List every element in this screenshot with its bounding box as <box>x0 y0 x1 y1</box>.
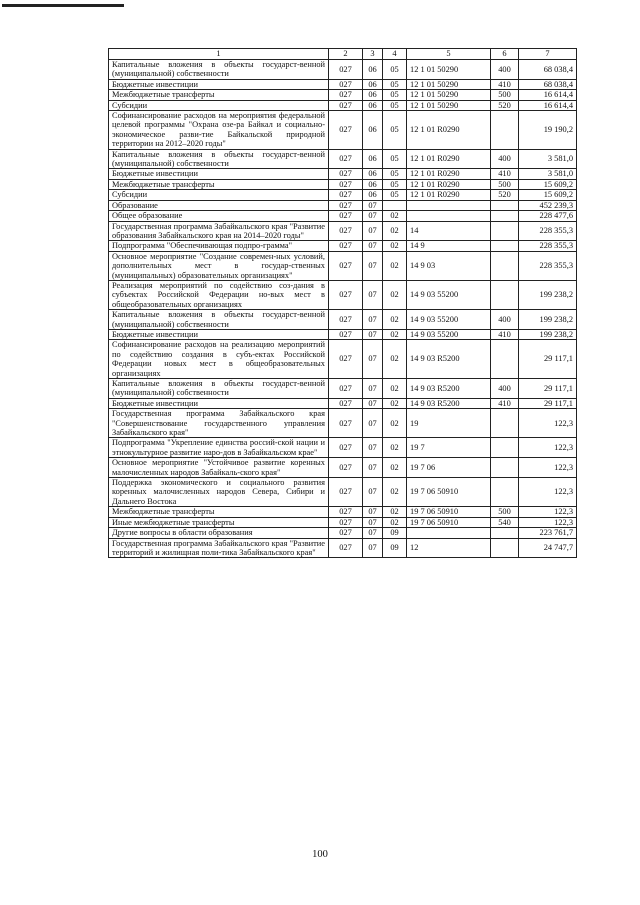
budget-table <box>108 48 577 558</box>
row-name: Общее образование <box>109 211 329 221</box>
row-grbs-code: 027 <box>329 79 363 89</box>
row-grbs-code: 027 <box>329 409 363 438</box>
table-row <box>109 190 577 200</box>
table-row <box>109 149 577 169</box>
row-expense-type: 400 <box>491 60 519 80</box>
row-target-article: 12 1 01 50290 <box>407 100 491 110</box>
row-expense-type <box>491 528 519 538</box>
table-row <box>109 329 577 339</box>
row-grbs-code: 027 <box>329 528 363 538</box>
row-subsection-code: 05 <box>383 60 407 80</box>
row-subsection-code: 05 <box>383 179 407 189</box>
table-row <box>109 409 577 438</box>
row-name: Основное мероприятие "Создание современ-ных условий, дополнительных мест в государ-ственных (муниципальных) образовательных организациях" <box>109 251 329 280</box>
row-target-article: 14 <box>407 221 491 241</box>
row-name: Иные межбюджетные трансферты <box>109 517 329 527</box>
row-amount: 228 355,3 <box>519 221 577 241</box>
row-grbs-code: 027 <box>329 179 363 189</box>
row-target-article <box>407 528 491 538</box>
row-subsection-code: 05 <box>383 111 407 150</box>
table-row <box>109 438 577 458</box>
row-expense-type: 500 <box>491 179 519 189</box>
row-expense-type <box>491 111 519 150</box>
row-subsection-code: 02 <box>383 458 407 478</box>
row-amount: 3 581,0 <box>519 149 577 169</box>
header-col-1: 1 <box>109 49 329 60</box>
row-section-code: 07 <box>363 528 383 538</box>
row-subsection-code: 02 <box>383 340 407 379</box>
row-subsection-code: 02 <box>383 398 407 408</box>
header-col-3: 3 <box>363 49 383 60</box>
table-row <box>109 211 577 221</box>
table-row <box>109 528 577 538</box>
row-grbs-code: 027 <box>329 221 363 241</box>
header-col-7: 7 <box>519 49 577 60</box>
table-body <box>109 60 577 558</box>
row-subsection-code: 05 <box>383 149 407 169</box>
row-amount: 228 355,3 <box>519 251 577 280</box>
row-name: Межбюджетные трансферты <box>109 179 329 189</box>
row-name: Межбюджетные трансферты <box>109 90 329 100</box>
row-grbs-code: 027 <box>329 438 363 458</box>
row-amount: 122,3 <box>519 517 577 527</box>
row-grbs-code: 027 <box>329 517 363 527</box>
row-target-article: 12 1 01 50290 <box>407 60 491 80</box>
row-section-code: 07 <box>363 379 383 399</box>
row-target-article: 12 1 01 R0290 <box>407 169 491 179</box>
table-row <box>109 251 577 280</box>
row-expense-type <box>491 200 519 210</box>
row-target-article: 19 <box>407 409 491 438</box>
row-section-code: 07 <box>363 438 383 458</box>
row-section-code: 06 <box>363 149 383 169</box>
row-grbs-code: 027 <box>329 507 363 517</box>
row-target-article: 14 9 03 R5200 <box>407 398 491 408</box>
page-number: 100 <box>312 849 328 860</box>
row-grbs-code: 027 <box>329 329 363 339</box>
row-subsection-code: 05 <box>383 169 407 179</box>
row-section-code: 07 <box>363 458 383 478</box>
row-amount: 122,3 <box>519 438 577 458</box>
row-subsection-code: 02 <box>383 241 407 251</box>
row-section-code: 07 <box>363 478 383 507</box>
row-subsection-code: 02 <box>383 251 407 280</box>
row-name: Софинансирование расходов на реализацию мероприятий по содействию создания в субъ-ектах Российской Федерации новых мест в общеобразовательных организациях <box>109 340 329 379</box>
row-section-code: 07 <box>363 538 383 558</box>
row-amount: 228 355,3 <box>519 241 577 251</box>
row-amount: 199 238,2 <box>519 310 577 330</box>
row-amount: 15 609,2 <box>519 190 577 200</box>
row-section-code: 07 <box>363 329 383 339</box>
row-expense-type <box>491 211 519 221</box>
row-name: Государственная программа Забайкальского края "Развитие образования Забайкальского края на 2014–2020 годы" <box>109 221 329 241</box>
row-target-article: 14 9 03 R5200 <box>407 340 491 379</box>
row-target-article: 12 1 01 R0290 <box>407 179 491 189</box>
row-expense-type: 520 <box>491 100 519 110</box>
row-expense-type <box>491 251 519 280</box>
table-row <box>109 310 577 330</box>
document-page <box>108 48 576 558</box>
row-name: Капитальные вложения в объекты государст-венной (муниципальной) собственности <box>109 310 329 330</box>
row-subsection-code: 02 <box>383 329 407 339</box>
row-section-code: 07 <box>363 221 383 241</box>
row-target-article <box>407 211 491 221</box>
table-row <box>109 179 577 189</box>
table-row <box>109 241 577 251</box>
row-target-article: 19 7 06 50910 <box>407 507 491 517</box>
row-subsection-code: 09 <box>383 538 407 558</box>
row-subsection-code <box>383 200 407 210</box>
table-row <box>109 478 577 507</box>
row-grbs-code: 027 <box>329 340 363 379</box>
row-amount: 199 238,2 <box>519 329 577 339</box>
table-row <box>109 79 577 89</box>
row-subsection-code: 05 <box>383 100 407 110</box>
row-name: Поддержка экономического и социального развития коренных малочисленных народов Севера, Сибири и Дальнего Востока <box>109 478 329 507</box>
row-name: Государственная программа Забайкальского края "Развитие территорий и жилищная поли-тика Забайкальского края" <box>109 538 329 558</box>
row-expense-type: 410 <box>491 169 519 179</box>
row-section-code: 07 <box>363 310 383 330</box>
row-amount: 24 747,7 <box>519 538 577 558</box>
table-row <box>109 507 577 517</box>
table-row <box>109 340 577 379</box>
row-grbs-code: 027 <box>329 478 363 507</box>
row-section-code: 07 <box>363 398 383 408</box>
row-name: Капитальные вложения в объекты государст-венной (муниципальной) собственности <box>109 379 329 399</box>
row-amount: 223 761,7 <box>519 528 577 538</box>
row-subsection-code: 02 <box>383 211 407 221</box>
row-section-code: 06 <box>363 179 383 189</box>
row-grbs-code: 027 <box>329 111 363 150</box>
row-expense-type <box>491 438 519 458</box>
row-subsection-code: 02 <box>383 517 407 527</box>
row-amount: 15 609,2 <box>519 179 577 189</box>
row-target-article: 19 7 06 50910 <box>407 478 491 507</box>
table-row <box>109 517 577 527</box>
row-grbs-code: 027 <box>329 538 363 558</box>
row-grbs-code: 027 <box>329 280 363 309</box>
row-expense-type <box>491 538 519 558</box>
row-subsection-code: 02 <box>383 438 407 458</box>
row-amount: 16 614,4 <box>519 90 577 100</box>
row-expense-type: 410 <box>491 79 519 89</box>
top-rule-line <box>2 4 124 7</box>
row-target-article: 12 1 01 50290 <box>407 79 491 89</box>
row-amount: 68 038,4 <box>519 79 577 89</box>
table-row <box>109 538 577 558</box>
row-expense-type: 400 <box>491 379 519 399</box>
row-grbs-code: 027 <box>329 310 363 330</box>
row-expense-type <box>491 280 519 309</box>
row-section-code: 07 <box>363 517 383 527</box>
row-expense-type <box>491 241 519 251</box>
row-amount: 29 117,1 <box>519 398 577 408</box>
row-name: Софинансирование расходов на мероприятия федеральной целевой программы "Охрана озе-ра Байкал и социально-экономическое разви-тие Байкальской природной территории на 2012–2020 годы" <box>109 111 329 150</box>
row-section-code: 06 <box>363 190 383 200</box>
row-grbs-code: 027 <box>329 458 363 478</box>
row-section-code: 06 <box>363 100 383 110</box>
table-row <box>109 169 577 179</box>
row-amount: 122,3 <box>519 458 577 478</box>
header-col-4: 4 <box>383 49 407 60</box>
row-name: Бюджетные инвестиции <box>109 398 329 408</box>
table-row <box>109 200 577 210</box>
row-grbs-code: 027 <box>329 149 363 169</box>
row-amount: 19 190,2 <box>519 111 577 150</box>
row-expense-type: 540 <box>491 517 519 527</box>
row-subsection-code: 02 <box>383 280 407 309</box>
row-section-code: 07 <box>363 280 383 309</box>
table-row <box>109 90 577 100</box>
row-expense-type: 410 <box>491 398 519 408</box>
row-target-article: 12 1 01 R0290 <box>407 149 491 169</box>
row-expense-type <box>491 340 519 379</box>
table-row <box>109 100 577 110</box>
row-grbs-code: 027 <box>329 211 363 221</box>
row-subsection-code: 09 <box>383 528 407 538</box>
row-name: Подпрограмма "Укрепление единства россий-ской нации и этнокультурное развитие наро-дов в Забайкальском крае" <box>109 438 329 458</box>
row-expense-type: 500 <box>491 90 519 100</box>
row-section-code: 07 <box>363 507 383 517</box>
row-amount: 122,3 <box>519 409 577 438</box>
row-expense-type: 410 <box>491 329 519 339</box>
row-subsection-code: 02 <box>383 507 407 517</box>
row-target-article: 12 1 01 50290 <box>407 90 491 100</box>
row-section-code: 07 <box>363 241 383 251</box>
row-amount: 16 614,4 <box>519 100 577 110</box>
row-expense-type: 500 <box>491 507 519 517</box>
row-subsection-code: 05 <box>383 79 407 89</box>
row-expense-type: 400 <box>491 310 519 330</box>
row-target-article <box>407 200 491 210</box>
row-subsection-code: 05 <box>383 190 407 200</box>
row-expense-type <box>491 478 519 507</box>
table-row <box>109 280 577 309</box>
row-name: Образование <box>109 200 329 210</box>
row-section-code: 07 <box>363 211 383 221</box>
row-grbs-code: 027 <box>329 169 363 179</box>
table-row <box>109 379 577 399</box>
row-subsection-code: 02 <box>383 478 407 507</box>
row-amount: 122,3 <box>519 507 577 517</box>
row-expense-type <box>491 409 519 438</box>
row-amount: 3 581,0 <box>519 169 577 179</box>
row-target-article: 19 7 06 <box>407 458 491 478</box>
row-section-code: 06 <box>363 169 383 179</box>
row-grbs-code: 027 <box>329 60 363 80</box>
row-target-article: 14 9 03 <box>407 251 491 280</box>
row-grbs-code: 027 <box>329 190 363 200</box>
header-col-5: 5 <box>407 49 491 60</box>
row-target-article: 14 9 03 55200 <box>407 280 491 309</box>
row-expense-type: 520 <box>491 190 519 200</box>
row-target-article: 14 9 03 55200 <box>407 310 491 330</box>
row-amount: 228 477,6 <box>519 211 577 221</box>
row-amount: 29 117,1 <box>519 340 577 379</box>
header-col-2: 2 <box>329 49 363 60</box>
row-amount: 452 239,3 <box>519 200 577 210</box>
row-name: Другие вопросы в области образования <box>109 528 329 538</box>
row-amount: 122,3 <box>519 478 577 507</box>
row-grbs-code: 027 <box>329 200 363 210</box>
row-subsection-code: 02 <box>383 379 407 399</box>
row-section-code: 07 <box>363 340 383 379</box>
row-section-code: 07 <box>363 409 383 438</box>
row-grbs-code: 027 <box>329 100 363 110</box>
row-subsection-code: 05 <box>383 90 407 100</box>
row-target-article: 19 7 06 50910 <box>407 517 491 527</box>
row-target-article: 19 7 <box>407 438 491 458</box>
row-grbs-code: 027 <box>329 90 363 100</box>
row-name: Субсидии <box>109 190 329 200</box>
row-name: Капитальные вложения в объекты государст-венной (муниципальной) собственности <box>109 149 329 169</box>
row-name: Бюджетные инвестиции <box>109 329 329 339</box>
row-section-code: 06 <box>363 90 383 100</box>
row-amount: 29 117,1 <box>519 379 577 399</box>
row-target-article: 14 9 03 55200 <box>407 329 491 339</box>
table-header-row <box>109 49 577 60</box>
row-target-article: 12 1 01 R0290 <box>407 111 491 150</box>
row-grbs-code: 027 <box>329 398 363 408</box>
row-name: Реализация мероприятий по содействию соз-дания в субъектах Российской Федерации но-вых мест в общеобразовательных организациях <box>109 280 329 309</box>
table-row <box>109 458 577 478</box>
row-section-code: 07 <box>363 200 383 210</box>
row-section-code: 06 <box>363 60 383 80</box>
row-section-code: 07 <box>363 251 383 280</box>
row-name: Капитальные вложения в объекты государст-венной (муниципальной) собственности <box>109 60 329 80</box>
row-name: Подпрограмма "Обеспечивающая подпро-грамма" <box>109 241 329 251</box>
row-grbs-code: 027 <box>329 379 363 399</box>
row-name: Государственная программа Забайкальского края "Совершенствование государственного управления Забайкальского края" <box>109 409 329 438</box>
row-target-article: 14 9 03 R5200 <box>407 379 491 399</box>
table-row <box>109 111 577 150</box>
row-expense-type <box>491 221 519 241</box>
row-section-code: 06 <box>363 79 383 89</box>
row-expense-type <box>491 458 519 478</box>
table-row <box>109 221 577 241</box>
row-name: Субсидии <box>109 100 329 110</box>
row-subsection-code: 02 <box>383 409 407 438</box>
row-amount: 68 038,4 <box>519 60 577 80</box>
row-section-code: 06 <box>363 111 383 150</box>
row-subsection-code: 02 <box>383 310 407 330</box>
row-target-article: 12 1 01 R0290 <box>407 190 491 200</box>
row-name: Межбюджетные трансферты <box>109 507 329 517</box>
table-row <box>109 60 577 80</box>
row-target-article: 14 9 <box>407 241 491 251</box>
row-subsection-code: 02 <box>383 221 407 241</box>
row-target-article: 12 <box>407 538 491 558</box>
row-amount: 199 238,2 <box>519 280 577 309</box>
table-row <box>109 398 577 408</box>
row-expense-type: 400 <box>491 149 519 169</box>
row-grbs-code: 027 <box>329 251 363 280</box>
row-name: Бюджетные инвестиции <box>109 169 329 179</box>
row-grbs-code: 027 <box>329 241 363 251</box>
row-name: Основное мероприятие "Устойчивое развитие коренных малочисленных народов Забайкаль-ского края" <box>109 458 329 478</box>
header-col-6: 6 <box>491 49 519 60</box>
row-name: Бюджетные инвестиции <box>109 79 329 89</box>
